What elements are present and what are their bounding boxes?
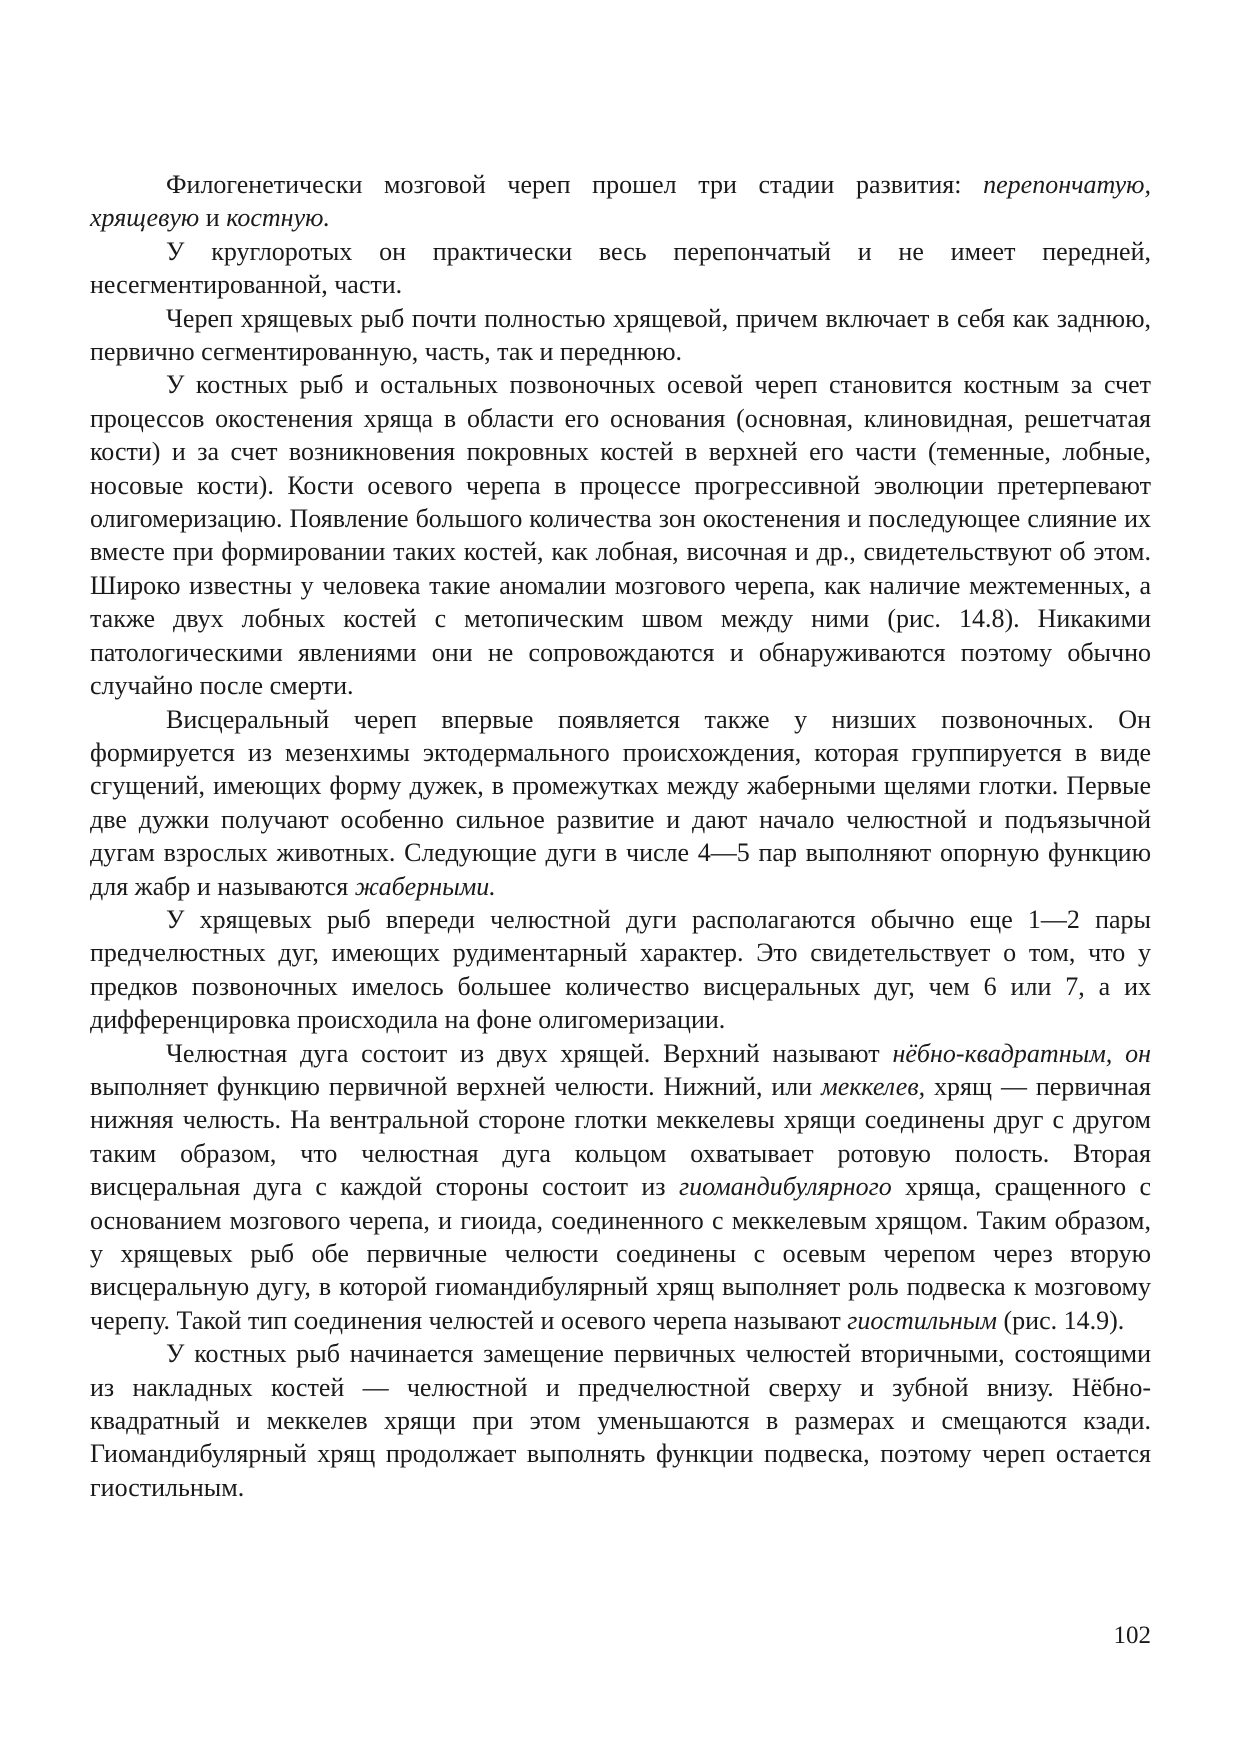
paragraph [90, 703, 1151, 903]
paragraph [90, 235, 1151, 302]
italic-term: костную. [226, 203, 330, 233]
text-run: У костных рыб начинается замещение первичных челюстей вторичными, состоящими из накладных костей — челюстной и предчелюстной сверху и зубной внизу. Нёбно-квадратный и меккелев хрящи при этом уменьшаются в размерах и смещаются кзади. Гиомандибулярный хрящ продолжает выполнять функции подвеска, поэтому череп остается гиостильным. [90, 1339, 1151, 1502]
text-run: хряща, сращенного с основанием мозгового черепа, и гиоида, соединенного с меккелевым хрящом. Таким образом, у хрящевых рыб обе первичные челюсти соединены с осевым черепом через вторую висцеральную дугу, в которой гиомандибулярный хрящ выполняет роль подвеска к мозговому черепу. Такой тип соединения челюстей и осевого черепа называют [90, 1172, 1151, 1335]
paragraph [90, 368, 1151, 702]
italic-term: жаберными. [354, 871, 496, 901]
text-run: У круглоротых он практически весь перепончатый и не имеет передней, несегментированной, части. [90, 236, 1151, 300]
text-run: Череп хрящевых рыб почти полностью хрящевой, причем включает в себя как заднюю, первично сегментированную, часть, так и переднюю. [90, 303, 1151, 367]
text-run: и [199, 203, 227, 233]
paragraph [90, 903, 1151, 1037]
paragraph [90, 302, 1151, 369]
italic-term: нёбно-квадратным, он [892, 1038, 1151, 1068]
body-text [90, 168, 1151, 1504]
text-run: хрящ — первичная нижняя челюсть. На вентральной стороне глотки меккелевы хрящи соединены друг с другом таким образом, что челюстная дуга кольцом охватывает ротовую полость. Вторая висцеральная дуга с каждой стороны состоит из [90, 1071, 1151, 1202]
text-run: выполняет функцию первичной верхней челюсти. Нижний, или [90, 1071, 822, 1101]
text-run: Челюстная дуга состоит из двух хрящей. Верхний называют [166, 1038, 893, 1068]
text-run: Филогенетически мозговой череп прошел три стадии развития: [166, 170, 984, 199]
page-number: 102 [1113, 1622, 1151, 1649]
paragraph [90, 1337, 1151, 1504]
text-run: У хрящевых рыб впереди челюстной дуги располагаются обычно еще 1—2 пары предчелюстных дуг, имеющих рудиментарный характер. Это свидетельствует о том, что у предков позвоночных имелось большее количество висцеральных дуг, чем 6 или 7, а их дифференцировка происходила на фоне олигомеризации. [90, 904, 1151, 1035]
paragraph [90, 1037, 1151, 1338]
italic-term: гиомандибулярного [678, 1172, 892, 1202]
italic-term: меккелев, [821, 1071, 926, 1101]
italic-term: перепончатую, хрящевую [90, 170, 1151, 233]
text-run: (рис. 14.9). [997, 1305, 1125, 1335]
text-run: Висцеральный череп впервые появляется также у низших позвоночных. Он формируется из мезенхимы эктодермального происхождения, которая группируется в виде сгущений, имеющих форму дужек, в промежутках между жаберными щелями глотки. Первые две дужки получают особенно сильное развитие и дают начало челюстной и подъязычной дугам взрослых животных. Следующие дуги в числе 4—5 пар выполняют опорную функцию для жабр и называются [90, 704, 1151, 901]
text-run: У костных рыб и остальных позвоночных осевой череп становится костным за счет процессов окостенения хряща в области его основания (основная, клиновидная, решетчатая кости) и за счет возникновения покровных костей в верхней его части (теменные, лобные, носовые кости). Кости осевого черепа в процессе прогрессивной эволюции претерпевают олигомеризацию. Появление большого количества зон окостенения и последующее слияние их вместе при формировании таких костей, как лобная, височная и др., свидетельствуют об этом. Широко известны у человека такие аномалии мозгового черепа, как наличие межтеменных, а также двух лобных костей с метопическим швом между ними (рис. 14.8). Никакими патологическими явлениями они не сопровождаются и обнаруживаются поэтому обычно случайно после смерти. [90, 370, 1151, 701]
italic-term: гиостильным [847, 1305, 997, 1335]
paragraph [90, 168, 1151, 235]
